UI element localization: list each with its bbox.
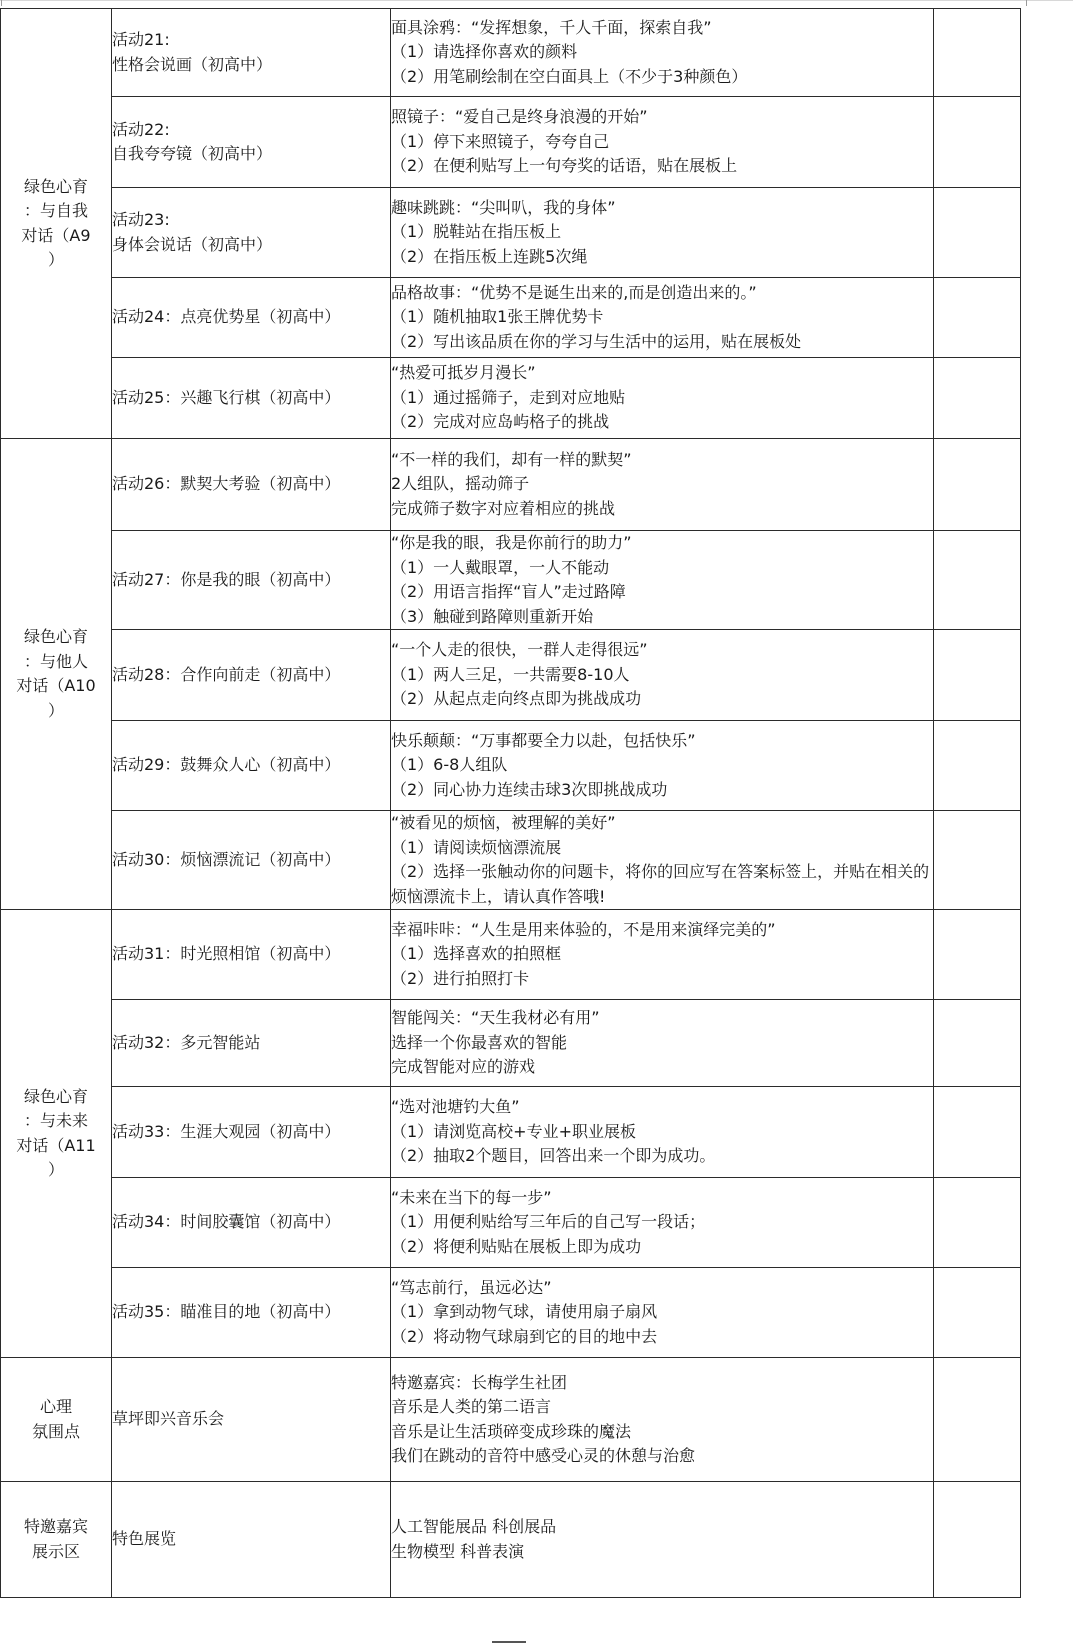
text-line: 照镜子：“爱自己是终身浪漫的开始” — [391, 107, 648, 127]
text-line: “笃志前行，虽远必达” — [391, 1277, 552, 1297]
activity-detail-cell — [391, 9, 934, 97]
text-line: 活动26：默契大考验（初高中） — [112, 474, 341, 494]
text-line: “不一样的我们，却有一样的默契” — [391, 449, 632, 469]
table-row — [1, 531, 1021, 630]
activity-name-cell — [112, 97, 391, 188]
text-line: 活动34：时间胶囊馆（初高中） — [112, 1212, 341, 1232]
text-line: （1）随机抽取1张王牌优势卡 — [391, 307, 604, 327]
text-line: “选对池塘钓大鱼” — [391, 1097, 520, 1117]
text-line: 音乐是让生活琐碎变成珍珠的魔法 — [391, 1421, 632, 1441]
activity-name-cell — [112, 721, 391, 811]
text-line: 我们在跳动的音符中感受心灵的休憩与治愈 — [391, 1446, 696, 1465]
table-row — [1, 721, 1021, 811]
text-line: （2）抽取2个题目，回答出来一个即为成功。 — [391, 1146, 716, 1166]
activity-name-cell — [112, 188, 391, 278]
text-line: 活动24：点亮优势星（初高中） — [112, 307, 341, 327]
table-row — [1, 1358, 1021, 1482]
text-line: （1）请浏览高校+专业+职业展板 — [391, 1121, 636, 1141]
text-line: ：与未来 — [23, 1111, 88, 1130]
text-line: 活动32：多元智能站 — [112, 1032, 261, 1052]
empty-cell — [934, 278, 1021, 358]
table-row — [1, 1178, 1021, 1268]
table-row — [1, 439, 1021, 531]
activity-detail-cell — [391, 1358, 934, 1482]
text-line: “被看见的烦恼，被理解的美好” — [391, 813, 616, 832]
table-row — [1, 97, 1021, 188]
text-line: 自我夸夸镜（初高中） — [112, 144, 273, 163]
activity-detail-cell — [391, 1482, 934, 1598]
activity-detail-cell — [391, 1087, 934, 1178]
empty-cell — [934, 630, 1021, 721]
text-line: “热爱可抵岁月漫长” — [391, 363, 536, 383]
text-line: 选择一个你最喜欢的智能 — [391, 1032, 568, 1052]
text-line: （1）选择喜欢的拍照框 — [391, 944, 562, 964]
text-line: （1）请选择你喜欢的颜料 — [391, 42, 578, 62]
table-row — [1, 1268, 1021, 1358]
text-line: 身体会说话（初高中） — [112, 234, 273, 254]
text-line: 绿色心育 — [23, 176, 88, 196]
activity-name-cell — [112, 630, 391, 721]
text-line: 展示区 — [31, 1541, 80, 1561]
text-line: （3）触碰到路障则重新开始 — [391, 606, 594, 626]
page-top-border — [0, 0, 1073, 1]
text-line: （2）在便利贴写上一句夸奖的话语，贴在展板上 — [391, 156, 738, 176]
activity-detail-cell — [391, 278, 934, 358]
text-line: （2）完成对应岛屿格子的挑战 — [391, 412, 610, 432]
table-row — [1, 630, 1021, 721]
text-line: 活动30：烦恼漂流记（初高中） — [112, 849, 341, 869]
text-line: （1）用便利贴给写三年后的自己写一段话； — [391, 1212, 706, 1232]
text-line: 智能闯关：“天生我材必有用” — [391, 1008, 600, 1028]
text-line: 品格故事：“优势不是诞生出来的,而是创造出来的。” — [391, 282, 757, 302]
text-line: ：与他人 — [23, 651, 88, 671]
activity-name-cell — [112, 1000, 391, 1087]
text-line: ） — [47, 250, 64, 269]
activity-detail-cell — [391, 1268, 934, 1358]
text-line: （2）同心协力连续击球3次即挑战成功 — [391, 779, 668, 799]
text-line: ） — [47, 1160, 64, 1179]
text-line: 特邀嘉宾 — [23, 1517, 88, 1536]
text-line: 活动21: — [112, 30, 170, 49]
empty-cell — [934, 97, 1021, 188]
text-line: 活动22: — [112, 119, 170, 139]
table-row — [1, 9, 1021, 97]
empty-cell — [934, 1268, 1021, 1358]
empty-cell — [934, 721, 1021, 811]
table-row — [1, 358, 1021, 439]
category-cell — [1, 439, 112, 910]
page-footer-mark — [492, 1641, 526, 1648]
empty-cell — [934, 1087, 1021, 1178]
activity-name-cell — [112, 358, 391, 439]
text-line: （1）两人三足，一共需要8-10人 — [391, 664, 630, 684]
activity-name-cell — [112, 1087, 391, 1178]
table-row — [1, 188, 1021, 278]
text-line: 活动31：时光照相馆（初高中） — [112, 944, 341, 964]
empty-cell — [934, 1000, 1021, 1087]
text-line: 幸福咔咔：“人生是用来体验的，不是用来演绎完美的” — [391, 919, 776, 939]
text-line: 特邀嘉宾：长梅学生社团 — [391, 1372, 568, 1392]
empty-cell — [934, 910, 1021, 1000]
activity-name-cell — [112, 531, 391, 630]
activity-schedule-table — [0, 8, 1021, 1598]
category-cell — [1, 910, 112, 1358]
activity-name-cell — [112, 9, 391, 97]
activity-name-cell — [112, 278, 391, 358]
text-line: 绿色心育 — [23, 627, 88, 646]
text-line: （2）将动物气球扇到它的目的地中去 — [391, 1326, 658, 1346]
category-cell — [1, 1482, 112, 1598]
text-line: “未来在当下的每一步” — [391, 1187, 552, 1207]
text-line: 快乐颠颠：“万事都要全力以赴，包括快乐” — [391, 730, 696, 750]
text-line: 活动27：你是我的眼（初高中） — [112, 569, 341, 589]
text-line: ） — [47, 700, 64, 720]
activity-name-cell — [112, 1482, 391, 1598]
text-line: （1）停下来照镜子，夸夸自己 — [391, 131, 610, 151]
text-line: 完成智能对应的游戏 — [391, 1057, 536, 1077]
text-line: 活动33：生涯大观园（初高中） — [112, 1121, 341, 1141]
activity-detail-cell — [391, 358, 934, 439]
activity-detail-cell — [391, 439, 934, 531]
activity-name-cell — [112, 1358, 391, 1482]
text-line: 活动23: — [112, 210, 170, 229]
empty-cell — [934, 188, 1021, 278]
activity-detail-cell — [391, 630, 934, 721]
table-row — [1, 1000, 1021, 1087]
text-line: （1）6-8人组队 — [391, 755, 508, 775]
text-line: 氛围点 — [31, 1421, 80, 1441]
text-line: 心理 — [39, 1397, 72, 1416]
empty-cell — [934, 358, 1021, 439]
table-row — [1, 278, 1021, 358]
text-line: （1）请阅读烦恼漂流展 — [391, 837, 562, 857]
activity-name-cell — [112, 1178, 391, 1268]
text-line: 对话（A11 — [16, 1135, 96, 1155]
text-line: ：与自我 — [23, 201, 88, 220]
text-line: 活动29：鼓舞众人心（初高中） — [112, 755, 341, 775]
text-line: “一个人走的很快，一群人走得很远” — [391, 640, 648, 660]
text-line: 性格会说画（初高中） — [112, 54, 273, 74]
empty-cell — [934, 531, 1021, 630]
text-line: 草坪即兴音乐会 — [112, 1409, 225, 1429]
text-line: （2）用语言指挥“盲人”走过路障 — [391, 582, 626, 601]
text-line: 对话（A9 — [21, 225, 91, 245]
activity-detail-cell — [391, 910, 934, 1000]
activity-detail-cell — [391, 721, 934, 811]
text-line: 2人组队，摇动筛子 — [391, 474, 530, 494]
empty-cell — [934, 811, 1021, 910]
text-line: （2）选择一张触动你的问题卡，将你的回应写在答案标签上，并贴在相关的烦恼漂流卡上，请认真作答哦! — [391, 862, 930, 906]
empty-cell — [934, 1178, 1021, 1268]
text-line: （2）在指压板上连跳5次绳 — [391, 246, 588, 266]
activity-detail-cell — [391, 97, 934, 188]
empty-cell — [934, 439, 1021, 531]
text-line: 趣味跳跳：“尖叫叭，我的身体” — [391, 197, 616, 217]
text-line: 面具涂鸦：“发挥想象，千人千面，探索自我” — [391, 17, 712, 37]
text-line: 生物模型 科普表演 — [391, 1541, 525, 1561]
text-line: 活动28：合作向前走（初高中） — [112, 664, 341, 684]
empty-cell — [934, 1358, 1021, 1482]
empty-cell — [934, 9, 1021, 97]
activity-detail-cell — [391, 1000, 934, 1087]
table-row — [1, 910, 1021, 1000]
activity-detail-cell — [391, 531, 934, 630]
text-line: （2）写出该品质在你的学习与生活中的运用，贴在展板处 — [391, 331, 802, 351]
text-line: 对话（A10 — [16, 676, 96, 695]
text-line: 人工智能展品 科创展品 — [391, 1517, 557, 1536]
category-cell — [1, 1358, 112, 1482]
text-line: （2）从起点走向终点即为挑战成功 — [391, 689, 642, 709]
table-row — [1, 1087, 1021, 1178]
activity-detail-cell — [391, 188, 934, 278]
page-corner-mark-left — [1, 0, 2, 6]
activity-detail-cell — [391, 1178, 934, 1268]
text-line: （1）通过摇筛子，走到对应地贴 — [391, 387, 626, 407]
text-line: 绿色心育 — [23, 1086, 88, 1106]
text-line: （2）用笔刷绘制在空白面具上（不少于3种颜色） — [391, 66, 748, 86]
text-line: 音乐是人类的第二语言 — [391, 1397, 552, 1416]
text-line: 活动35：瞄准目的地（初高中） — [112, 1302, 341, 1322]
activity-name-cell — [112, 439, 391, 531]
table-row — [1, 1482, 1021, 1598]
text-line: 特色展览 — [112, 1529, 177, 1549]
activity-name-cell — [112, 1268, 391, 1358]
page-corner-mark-right — [1026, 0, 1027, 6]
table-row — [1, 811, 1021, 910]
table-body — [1, 9, 1021, 1598]
category-cell — [1, 9, 112, 439]
activity-detail-cell — [391, 811, 934, 910]
text-line: （1）脱鞋站在指压板上 — [391, 222, 562, 242]
text-line: （1）一人戴眼罩，一人不能动 — [391, 557, 610, 577]
text-line: （2）将便利贴贴在展板上即为成功 — [391, 1236, 642, 1256]
activity-name-cell — [112, 811, 391, 910]
text-line: 活动25：兴趣飞行棋（初高中） — [112, 387, 341, 407]
text-line: 完成筛子数字对应着相应的挑战 — [391, 498, 616, 518]
text-line: （2）进行拍照打卡 — [391, 968, 530, 988]
activity-name-cell — [112, 910, 391, 1000]
text-line: （1）拿到动物气球，请使用扇子扇风 — [391, 1302, 658, 1322]
empty-cell — [934, 1482, 1021, 1598]
text-line: “你是我的眼，我是你前行的助力” — [391, 533, 632, 552]
